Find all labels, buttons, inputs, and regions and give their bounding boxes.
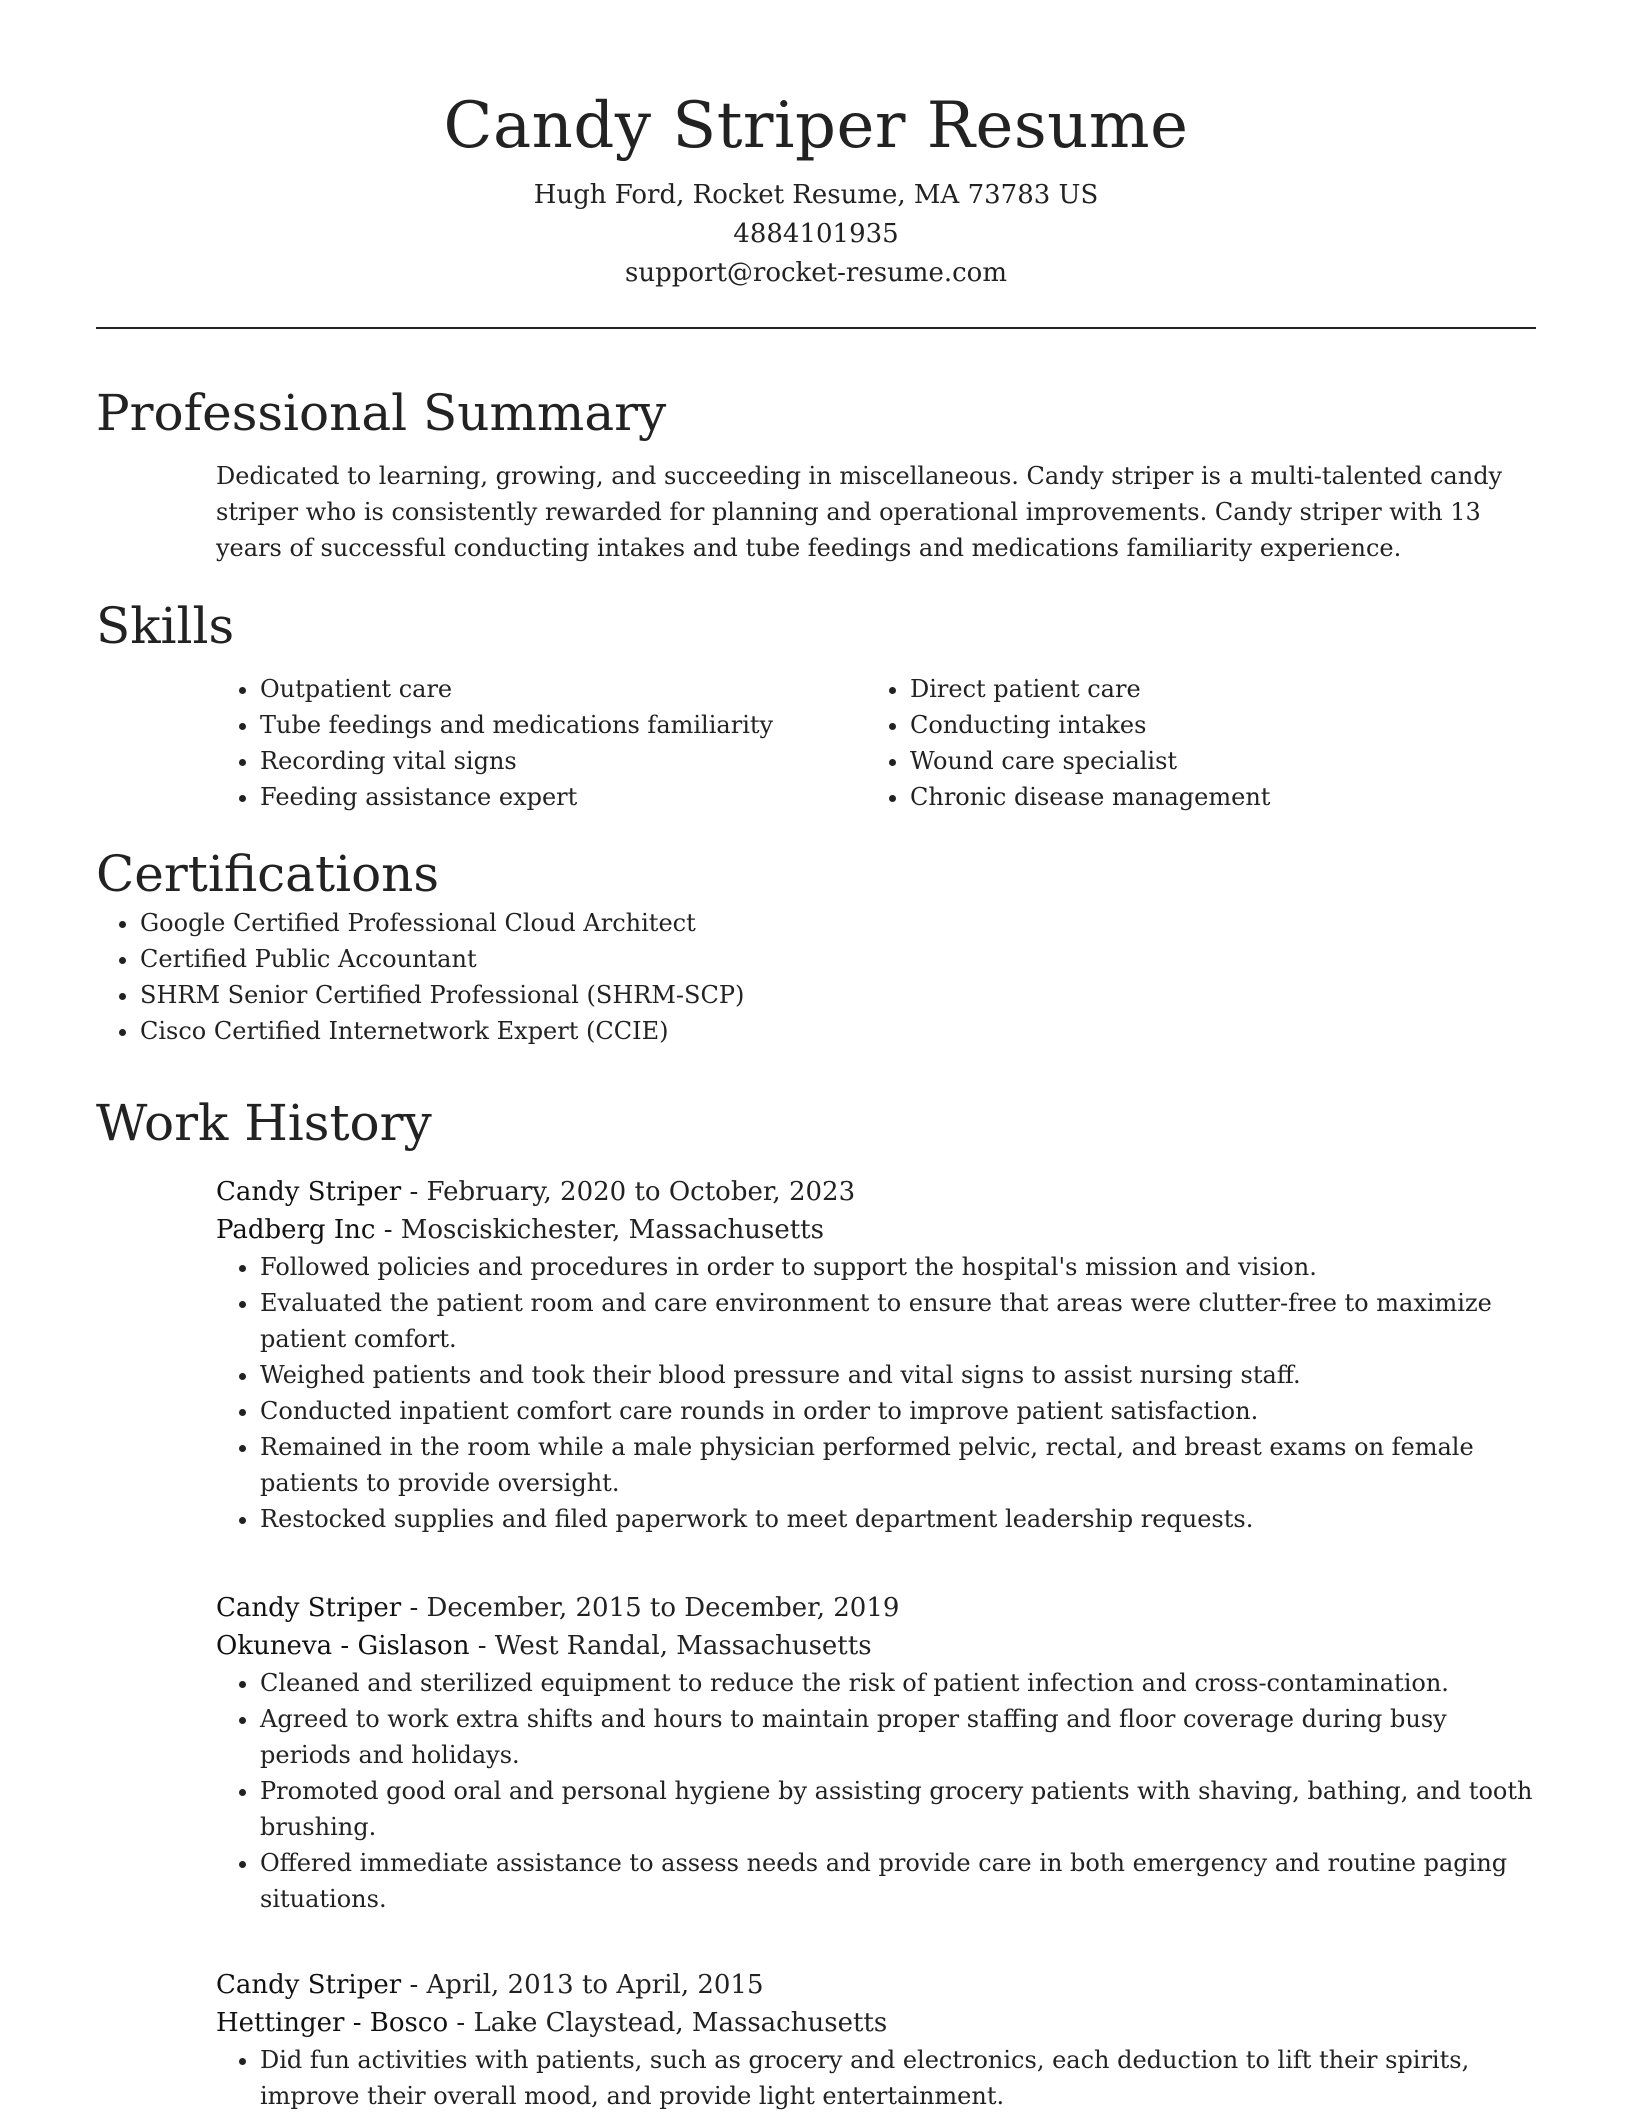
skill-item: • Outpatient care [260, 671, 866, 707]
certification-item: • Certified Public Accountant [140, 941, 1536, 977]
job-entry [96, 1966, 1536, 2114]
job-title: Candy Striper [216, 1593, 402, 1623]
job-company: Padberg Inc [216, 1215, 376, 1245]
job-location: Mosciskichester, Massachusetts [400, 1215, 824, 1245]
job-dates: December, 2015 to December, 2019 [426, 1593, 900, 1623]
skill-item: • Recording vital signs [260, 743, 866, 779]
skills-grid [216, 671, 1536, 815]
resume-page [96, 0, 1536, 2110]
job-company-line: Padberg Inc - Mosciskichester, Massachusetts [216, 1215, 824, 1245]
resume-header [96, 0, 1536, 329]
job-title: Candy Striper [216, 1970, 402, 2000]
job-entry [96, 1589, 1536, 1917]
job-duty: • Followed policies and procedures in order to support the hospital's mission and vision. [260, 1249, 1536, 1285]
skill-item: • Tube feedings and medications familiarity [260, 707, 866, 743]
contact-phone: 4884101935 [733, 219, 899, 249]
summary-section [96, 382, 1536, 566]
job-dates: April, 2013 to April, 2015 [426, 1970, 764, 2000]
contact-email: support@rocket-resume.com [624, 258, 1007, 288]
work-history-heading: Work History [96, 1094, 432, 1152]
skill-item: • Wound care specialist [910, 743, 1516, 779]
certifications-list [96, 905, 1536, 1049]
job-company: Hettinger - Bosco [216, 2008, 449, 2038]
skill-item: • Conducting intakes [910, 707, 1516, 743]
resume-title: Candy Striper Resume [443, 89, 1189, 163]
job-duties [216, 2042, 1536, 2114]
job-duty: • Remained in the room while a male physician performed pelvic, rectal, and breast exams on female patients to provide oversight. [260, 1429, 1536, 1501]
skill-item: • Feeding assistance expert [260, 779, 866, 815]
job-entry [96, 1173, 1536, 1537]
certifications-section [96, 843, 1536, 1049]
skills-heading: Skills [96, 597, 235, 655]
job-location: Lake Claystead, Massachusetts [473, 2008, 888, 2038]
job-title-line: Candy Striper - April, 2013 to April, 2015 [216, 1970, 764, 2000]
job-company: Okuneva - Gislason [216, 1631, 470, 1661]
summary-text: Dedicated to learning, growing, and succeeding in miscellaneous. Candy striper is a multi-talented candy striper who is consistently rewarded for planning and operational improvements. Candy striper with 13 years of successful conducting intakes and tube feedings and medications familiarity experience. [216, 462, 1503, 562]
certifications-heading: Certifications [96, 845, 440, 903]
job-duty: • Offered immediate assistance to assess needs and provide care in both emergency and routine paging situations. [260, 1845, 1536, 1917]
job-title-line: Candy Striper - February, 2020 to October, 2023 [216, 1177, 856, 1207]
job-duties [216, 1665, 1536, 1917]
skill-item: • Direct patient care [910, 671, 1516, 707]
job-duty: • Cleaned and sterilized equipment to reduce the risk of patient infection and cross-contamination. [260, 1665, 1536, 1701]
job-duty: • Evaluated the patient room and care environment to ensure that areas were clutter-free to maximize patient comfort. [260, 1285, 1536, 1357]
job-duty: • Did fun activities with patients, such as grocery and electronics, each deduction to lift their spirits, improve their overall mood, and provide light entertainment. [260, 2042, 1536, 2114]
header-divider [96, 327, 1536, 329]
job-duty: • Promoted good oral and personal hygiene by assisting grocery patients with shaving, bathing, and tooth brushing. [260, 1773, 1536, 1845]
contact-address: Hugh Ford, Rocket Resume, MA 73783 US [533, 180, 1099, 210]
job-location: West Randal, Massachusetts [494, 1631, 872, 1661]
certification-item: • Google Certified Professional Cloud Architect [140, 905, 1536, 941]
job-duties [216, 1249, 1536, 1537]
job-title: Candy Striper [216, 1177, 402, 1207]
summary-heading: Professional Summary [96, 384, 667, 442]
certification-item: • SHRM Senior Certified Professional (SHRM-SCP) [140, 977, 1536, 1013]
job-company-line: Hettinger - Bosco - Lake Claystead, Massachusetts [216, 2008, 888, 2038]
skills-list-left [216, 671, 866, 815]
job-duty: • Conducted inpatient comfort care rounds in order to improve patient satisfaction. [260, 1393, 1536, 1429]
skills-section [96, 595, 1536, 815]
job-duty: • Weighed patients and took their blood pressure and vital signs to assist nursing staff. [260, 1357, 1536, 1393]
certification-item: • Cisco Certified Internetwork Expert (CCIE) [140, 1013, 1536, 1049]
job-company-line: Okuneva - Gislason - West Randal, Massachusetts [216, 1631, 872, 1661]
skill-item: • Chronic disease management [910, 779, 1516, 815]
job-dates: February, 2020 to October, 2023 [426, 1177, 856, 1207]
work-history-section [96, 1092, 1536, 1154]
contact-info [96, 176, 1536, 293]
job-duty: • Agreed to work extra shifts and hours to maintain proper staffing and floor coverage during busy periods and holidays. [260, 1701, 1536, 1773]
skills-list-right [866, 671, 1516, 815]
job-title-line: Candy Striper - December, 2015 to December, 2019 [216, 1593, 900, 1623]
job-duty: • Restocked supplies and filed paperwork to meet department leadership requests. [260, 1501, 1536, 1537]
